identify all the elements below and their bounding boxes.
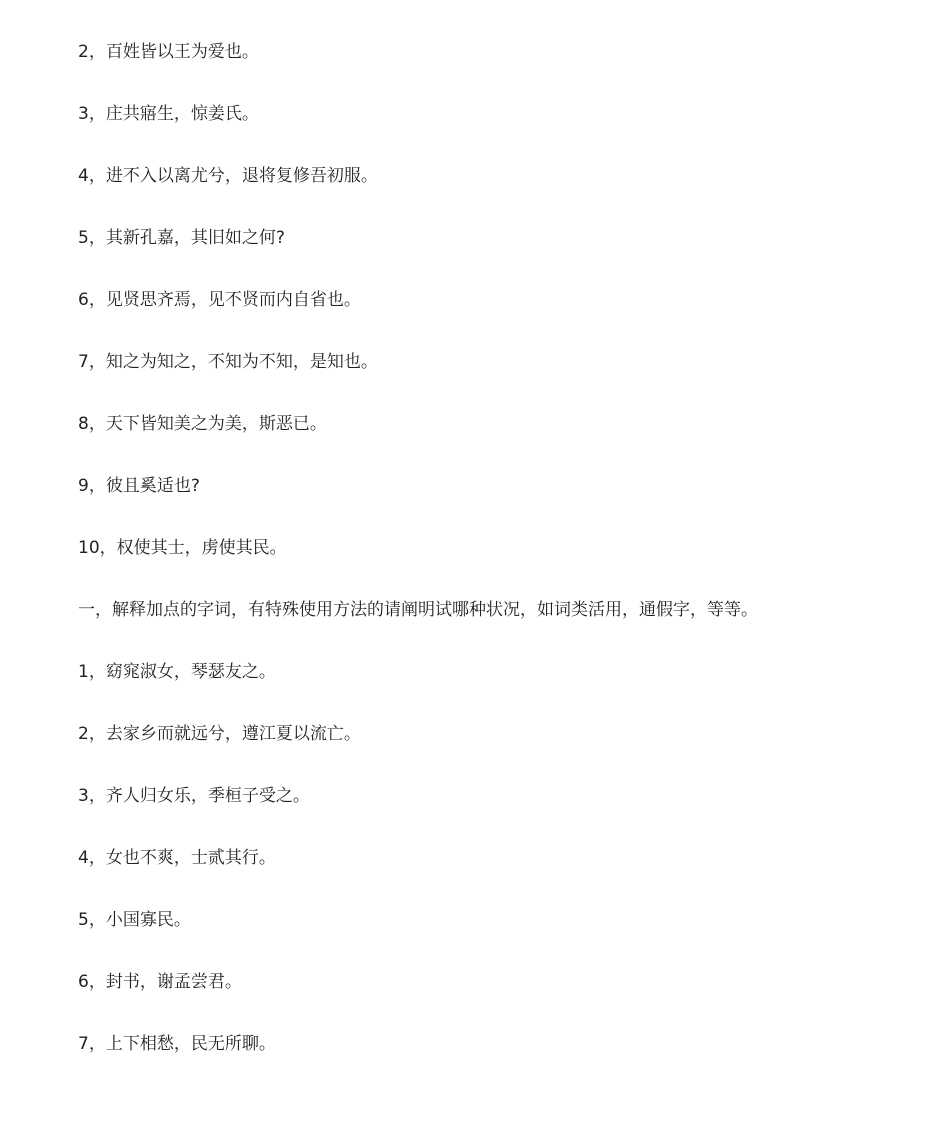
text-line: 6，见贤思齐焉，见不贤而内自省也。 [78, 290, 361, 310]
section-heading: 一，解释加点的字词，有特殊使用方法的请阐明试哪种状况，如词类活用，通假字，等等。 [78, 600, 758, 620]
text-line: 5，其新孔嘉，其旧如之何? [78, 228, 285, 248]
document-body [78, 40, 918, 1094]
text-line: 4，女也不爽，士贰其行。 [78, 848, 276, 868]
text-line: 7，知之为知之，不知为不知，是知也。 [78, 352, 378, 372]
text-line: 2，去家乡而就远兮，遵江夏以流亡。 [78, 724, 361, 744]
text-line: 6，封书，谢孟尝君。 [78, 972, 242, 992]
text-line: 1，窈窕淑女，琴瑟友之。 [78, 662, 276, 682]
text-line: 3，庄共寤生，惊姜氏。 [78, 104, 259, 124]
text-line: 7，上下相愁，民无所聊。 [78, 1034, 276, 1054]
text-line: 9，彼且奚适也? [78, 476, 200, 496]
text-line: 2，百姓皆以王为爱也。 [78, 42, 259, 62]
text-line: 3，齐人归女乐，季桓子受之。 [78, 786, 310, 806]
text-line: 5，小国寡民。 [78, 910, 191, 930]
text-line: 10，权使其士，虏使其民。 [78, 538, 287, 558]
text-line: 8，天下皆知美之为美，斯恶已。 [78, 414, 327, 434]
text-line: 4，进不入以离尤兮，退将复修吾初服。 [78, 166, 378, 186]
